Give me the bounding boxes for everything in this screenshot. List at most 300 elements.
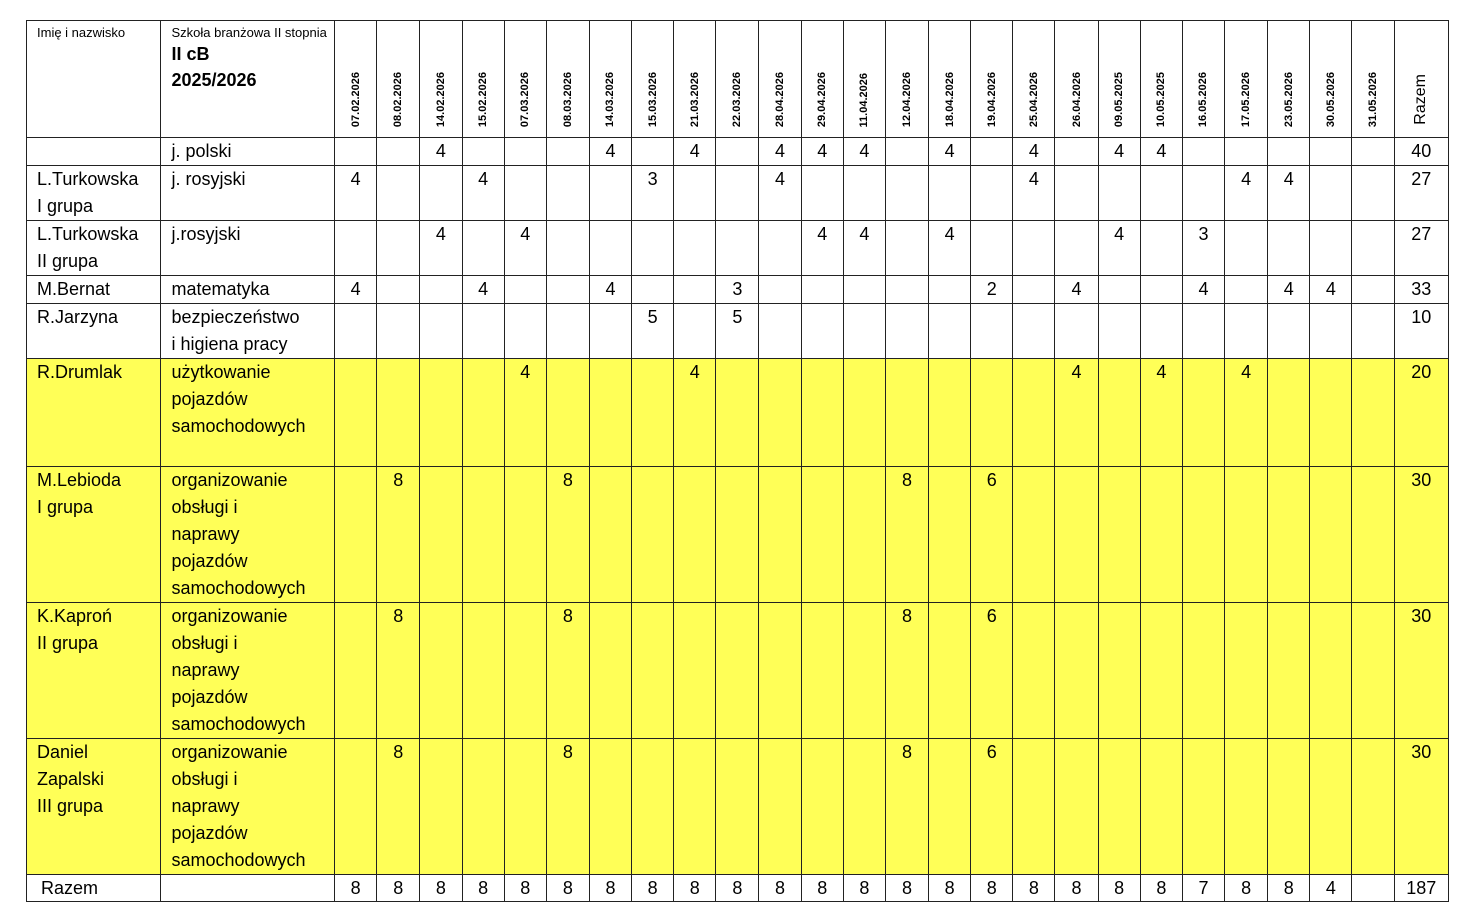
hours-cell [674, 221, 716, 276]
hours-cell [589, 739, 631, 875]
hours-cell [1352, 739, 1394, 875]
date-column-header [589, 21, 631, 138]
hours-cell [1352, 603, 1394, 739]
date-label: 11.04.2026 [858, 72, 871, 127]
hours-cell: 8 [377, 467, 420, 603]
date-label: 14.02.2026 [434, 71, 447, 127]
subject-cell: użytkowanie pojazdów samochodowych [161, 359, 335, 467]
hours-cell [801, 467, 843, 603]
row-total-cell: 40 [1394, 138, 1448, 166]
hours-cell [632, 138, 674, 166]
footer-hours-cell: 8 [801, 875, 843, 902]
hours-cell [1013, 304, 1055, 359]
hours-cell [589, 166, 631, 221]
hours-cell: 8 [546, 603, 589, 739]
hours-cell: 4 [674, 138, 716, 166]
hours-cell [1182, 739, 1224, 875]
hours-cell [1182, 304, 1224, 359]
row-total-cell: 30 [1394, 467, 1448, 603]
footer-hours-cell: 8 [546, 875, 589, 902]
date-label: 25.04.2026 [1027, 71, 1040, 127]
hours-cell [843, 467, 885, 603]
hours-cell: 5 [632, 304, 674, 359]
footer-label: Razem [27, 875, 161, 902]
hours-cell [885, 221, 928, 276]
subject-cell: organizowanie obsługi i naprawy pojazdów samochodowych [161, 739, 335, 875]
total-column-label: Razem [1412, 74, 1430, 125]
hours-cell [420, 467, 462, 603]
grand-total-cell: 187 [1394, 875, 1448, 902]
hours-cell [420, 276, 462, 304]
footer-hours-cell: 8 [1268, 875, 1310, 902]
row-total-cell: 10 [1394, 304, 1448, 359]
date-label: 17.05.2026 [1240, 71, 1253, 127]
date-column-header [843, 21, 885, 138]
hours-cell [759, 304, 801, 359]
hours-cell: 4 [929, 138, 971, 166]
hours-cell [589, 304, 631, 359]
date-label: 30.05.2026 [1324, 71, 1337, 127]
footer-hours-cell: 8 [759, 875, 801, 902]
hours-cell: 4 [1225, 359, 1268, 467]
hours-cell [1013, 276, 1055, 304]
date-column-header [632, 21, 674, 138]
subject-cell: j.rosyjski [161, 221, 335, 276]
hours-cell [504, 739, 546, 875]
date-label: 10.05.2025 [1155, 71, 1168, 127]
hours-cell [1055, 138, 1098, 166]
hours-cell [971, 166, 1013, 221]
table-row [27, 603, 1449, 739]
hours-cell: 4 [1013, 166, 1055, 221]
hours-cell [1098, 276, 1140, 304]
hours-cell: 4 [589, 138, 631, 166]
date-column-header [674, 21, 716, 138]
footer-empty-subject [161, 875, 335, 902]
footer-hours-cell: 8 [1013, 875, 1055, 902]
footer-hours-cell: 8 [885, 875, 928, 902]
table-row [27, 166, 1449, 221]
hours-cell [632, 739, 674, 875]
date-label: 15.03.2026 [646, 71, 659, 127]
hours-cell [843, 304, 885, 359]
date-column-header [1352, 21, 1394, 138]
table-row [27, 221, 1449, 276]
subject-cell: matematyka [161, 276, 335, 304]
hours-cell [1352, 276, 1394, 304]
date-column-header [1055, 21, 1098, 138]
hours-cell [674, 603, 716, 739]
hours-cell [504, 138, 546, 166]
header-row [27, 21, 1449, 138]
footer-hours-cell: 8 [504, 875, 546, 902]
hours-cell [801, 304, 843, 359]
date-column-header [971, 21, 1013, 138]
hours-cell [1098, 166, 1140, 221]
teacher-cell: M.Lebioda I grupa [27, 467, 161, 603]
row-total-cell: 27 [1394, 166, 1448, 221]
hours-cell [1098, 304, 1140, 359]
teacher-cell: L.Turkowska II grupa [27, 221, 161, 276]
hours-cell [801, 276, 843, 304]
hours-cell [843, 276, 885, 304]
hours-cell [929, 739, 971, 875]
hours-cell [674, 304, 716, 359]
footer-hours-cell: 8 [929, 875, 971, 902]
footer-hours-cell [1352, 875, 1394, 902]
hours-cell [377, 276, 420, 304]
hours-cell [504, 276, 546, 304]
schedule-table [26, 20, 1449, 902]
hours-cell: 8 [546, 467, 589, 603]
subject-cell: j. polski [161, 138, 335, 166]
hours-cell [929, 166, 971, 221]
hours-cell [801, 739, 843, 875]
hours-cell [504, 166, 546, 221]
hours-cell [1098, 739, 1140, 875]
hours-cell: 4 [420, 138, 462, 166]
hours-cell: 4 [335, 166, 377, 221]
hours-cell: 4 [929, 221, 971, 276]
hours-cell: 4 [1140, 359, 1182, 467]
hours-cell [335, 467, 377, 603]
teacher-cell: M.Bernat [27, 276, 161, 304]
hours-cell: 6 [971, 467, 1013, 603]
row-total-cell: 30 [1394, 739, 1448, 875]
hours-cell [589, 359, 631, 467]
hours-cell [1013, 221, 1055, 276]
hours-cell [1013, 603, 1055, 739]
table-row [27, 739, 1449, 875]
table-row [27, 138, 1449, 166]
hours-cell: 4 [801, 138, 843, 166]
hours-cell [1182, 603, 1224, 739]
hours-cell [1310, 359, 1352, 467]
date-column-header [1013, 21, 1055, 138]
hours-cell [929, 276, 971, 304]
footer-hours-cell: 8 [716, 875, 759, 902]
teacher-cell [27, 138, 161, 166]
hours-cell: 8 [885, 603, 928, 739]
hours-cell [504, 603, 546, 739]
hours-cell [589, 467, 631, 603]
footer-hours-cell: 8 [1055, 875, 1098, 902]
hours-cell: 8 [377, 739, 420, 875]
hours-cell [801, 603, 843, 739]
hours-cell [759, 603, 801, 739]
hours-cell [462, 467, 504, 603]
hours-cell [674, 276, 716, 304]
hours-cell [632, 603, 674, 739]
hours-cell [674, 739, 716, 875]
hours-cell [420, 603, 462, 739]
hours-cell [1225, 221, 1268, 276]
hours-cell [632, 221, 674, 276]
subject-cell: organizowanie obsługi i naprawy pojazdów samochodowych [161, 603, 335, 739]
date-column-header [801, 21, 843, 138]
date-label: 18.04.2026 [943, 71, 956, 127]
hours-cell [589, 221, 631, 276]
date-label: 19.04.2026 [985, 71, 998, 127]
hours-cell [1140, 304, 1182, 359]
hours-cell: 4 [843, 138, 885, 166]
date-label: 16.05.2026 [1197, 71, 1210, 127]
hours-cell: 4 [504, 221, 546, 276]
hours-cell [1225, 304, 1268, 359]
footer-hours-cell: 8 [462, 875, 504, 902]
hours-cell [759, 467, 801, 603]
hours-cell [801, 166, 843, 221]
date-column-header [929, 21, 971, 138]
hours-cell [420, 166, 462, 221]
table-row [27, 276, 1449, 304]
hours-cell: 4 [1098, 221, 1140, 276]
hours-cell [843, 166, 885, 221]
hours-cell: 4 [1268, 276, 1310, 304]
hours-cell [377, 359, 420, 467]
hours-cell [759, 221, 801, 276]
row-total-cell: 20 [1394, 359, 1448, 467]
hours-cell [1013, 359, 1055, 467]
hours-cell [1182, 467, 1224, 603]
hours-cell [971, 221, 1013, 276]
date-column-header [377, 21, 420, 138]
date-label: 22.03.2026 [731, 71, 744, 127]
date-label: 07.02.2026 [349, 71, 362, 127]
hours-cell [1268, 359, 1310, 467]
hours-cell [1055, 221, 1098, 276]
hours-cell [335, 359, 377, 467]
hours-cell: 4 [335, 276, 377, 304]
date-label: 31.05.2026 [1367, 71, 1380, 127]
hours-cell [843, 739, 885, 875]
hours-cell [1055, 304, 1098, 359]
hours-cell [1268, 603, 1310, 739]
footer-hours-cell: 8 [674, 875, 716, 902]
date-column-header [1098, 21, 1140, 138]
table-row [27, 304, 1449, 359]
hours-cell: 4 [1055, 359, 1098, 467]
hours-cell [377, 138, 420, 166]
hours-cell: 4 [1140, 138, 1182, 166]
footer-hours-cell: 8 [1225, 875, 1268, 902]
hours-cell: 4 [759, 138, 801, 166]
footer-hours-cell: 8 [971, 875, 1013, 902]
teacher-cell: L.Turkowska I grupa [27, 166, 161, 221]
hours-cell [1140, 166, 1182, 221]
hours-cell [1140, 276, 1182, 304]
hours-cell [335, 603, 377, 739]
hours-cell [1182, 138, 1224, 166]
date-label: 28.04.2026 [774, 71, 787, 127]
date-label: 09.05.2025 [1113, 71, 1126, 127]
hours-cell [929, 603, 971, 739]
hours-cell [885, 304, 928, 359]
hours-cell [1268, 138, 1310, 166]
hours-cell [632, 359, 674, 467]
hours-cell [420, 304, 462, 359]
hours-cell [1310, 221, 1352, 276]
hours-cell [1182, 166, 1224, 221]
date-column-header [1182, 21, 1224, 138]
hours-cell [843, 603, 885, 739]
hours-cell [1310, 739, 1352, 875]
footer-total-row [27, 875, 1449, 902]
teacher-cell: R.Drumlak [27, 359, 161, 467]
hours-cell: 4 [589, 276, 631, 304]
footer-hours-cell: 8 [589, 875, 631, 902]
hours-cell [1310, 166, 1352, 221]
row-total-cell: 33 [1394, 276, 1448, 304]
subject-cell: j. rosyjski [161, 166, 335, 221]
hours-cell [504, 467, 546, 603]
hours-cell [1055, 467, 1098, 603]
hours-cell [1013, 739, 1055, 875]
total-column-header [1394, 21, 1448, 138]
hours-cell: 5 [716, 304, 759, 359]
hours-cell [1225, 138, 1268, 166]
footer-hours-cell: 8 [420, 875, 462, 902]
footer-hours-cell: 8 [1098, 875, 1140, 902]
hours-cell [377, 221, 420, 276]
hours-cell: 2 [971, 276, 1013, 304]
hours-cell [377, 304, 420, 359]
hours-cell [462, 138, 504, 166]
hours-cell [546, 138, 589, 166]
hours-cell: 4 [1268, 166, 1310, 221]
date-column-header [1225, 21, 1268, 138]
table-row [27, 359, 1449, 467]
hours-cell [1225, 276, 1268, 304]
hours-cell [929, 304, 971, 359]
hours-cell [1352, 304, 1394, 359]
hours-cell: 8 [885, 739, 928, 875]
hours-cell [971, 304, 1013, 359]
school-column-header [161, 21, 335, 138]
hours-cell [420, 739, 462, 875]
hours-cell [546, 359, 589, 467]
hours-cell [971, 138, 1013, 166]
hours-cell [674, 467, 716, 603]
date-column-header [716, 21, 759, 138]
hours-cell [1268, 739, 1310, 875]
subject-cell: organizowanie obsługi i naprawy pojazdów samochodowych [161, 467, 335, 603]
date-column-header [885, 21, 928, 138]
hours-cell [716, 739, 759, 875]
hours-cell [546, 221, 589, 276]
hours-cell: 8 [377, 603, 420, 739]
hours-cell [1140, 603, 1182, 739]
date-column-header [1268, 21, 1310, 138]
school-type-label: Szkoła branżowa II stopnia [171, 25, 327, 40]
hours-cell [1352, 359, 1394, 467]
hours-cell [462, 221, 504, 276]
hours-cell [1182, 359, 1224, 467]
hours-cell [335, 221, 377, 276]
hours-cell [716, 138, 759, 166]
hours-cell [759, 739, 801, 875]
hours-cell [462, 603, 504, 739]
hours-cell [1055, 603, 1098, 739]
hours-cell: 4 [1098, 138, 1140, 166]
hours-cell: 4 [759, 166, 801, 221]
hours-cell [335, 138, 377, 166]
hours-cell [377, 166, 420, 221]
row-total-cell: 30 [1394, 603, 1448, 739]
hours-cell [885, 166, 928, 221]
row-total-cell: 27 [1394, 221, 1448, 276]
hours-cell [1055, 166, 1098, 221]
date-label: 21.03.2026 [688, 71, 701, 127]
footer-hours-cell: 8 [843, 875, 885, 902]
footer-hours-cell: 4 [1310, 875, 1352, 902]
hours-cell: 4 [1310, 276, 1352, 304]
hours-cell [632, 467, 674, 603]
hours-cell: 6 [971, 603, 1013, 739]
hours-cell: 3 [716, 276, 759, 304]
hours-cell [759, 276, 801, 304]
hours-cell [1225, 739, 1268, 875]
hours-cell [843, 359, 885, 467]
hours-cell: 6 [971, 739, 1013, 875]
hours-cell: 4 [420, 221, 462, 276]
hours-cell [1098, 467, 1140, 603]
hours-cell: 4 [1055, 276, 1098, 304]
hours-cell: 4 [462, 166, 504, 221]
date-label: 12.04.2026 [900, 71, 913, 127]
hours-cell: 8 [885, 467, 928, 603]
hours-cell: 8 [546, 739, 589, 875]
hours-cell [885, 138, 928, 166]
footer-hours-cell: 7 [1182, 875, 1224, 902]
hours-cell [1055, 739, 1098, 875]
hours-cell [716, 166, 759, 221]
hours-cell: 3 [1182, 221, 1224, 276]
hours-cell [929, 467, 971, 603]
hours-cell [1013, 467, 1055, 603]
date-column-header [335, 21, 377, 138]
hours-cell: 4 [843, 221, 885, 276]
date-column-header [1310, 21, 1352, 138]
hours-cell [1352, 221, 1394, 276]
teacher-cell: R.Jarzyna [27, 304, 161, 359]
hours-cell [335, 304, 377, 359]
hours-cell [1225, 603, 1268, 739]
footer-hours-cell: 8 [632, 875, 674, 902]
hours-cell [335, 739, 377, 875]
hours-cell [1268, 467, 1310, 603]
name-column-header: Imię i nazwisko [27, 21, 161, 138]
hours-cell [1352, 166, 1394, 221]
hours-cell [632, 276, 674, 304]
teacher-cell: Daniel Zapalski III grupa [27, 739, 161, 875]
hours-cell [674, 166, 716, 221]
hours-cell [462, 359, 504, 467]
date-label: 07.03.2026 [519, 71, 532, 127]
hours-cell: 4 [674, 359, 716, 467]
date-column-header [504, 21, 546, 138]
hours-cell [716, 603, 759, 739]
hours-cell: 4 [504, 359, 546, 467]
hours-cell [885, 359, 928, 467]
hours-cell [504, 304, 546, 359]
date-column-header [759, 21, 801, 138]
hours-cell: 4 [462, 276, 504, 304]
hours-cell [589, 603, 631, 739]
hours-cell [1310, 603, 1352, 739]
hours-cell: 4 [1225, 166, 1268, 221]
hours-cell [971, 359, 1013, 467]
